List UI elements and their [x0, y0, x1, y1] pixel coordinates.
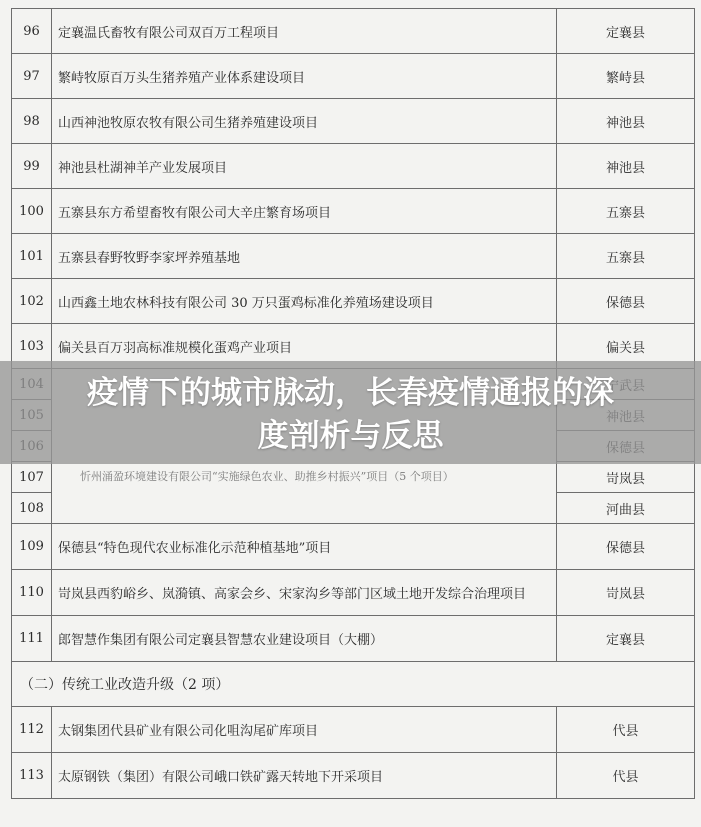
project-name: 岢岚县西豹峪乡、岚漪镇、高家会乡、宋家沟乡等部门区域土地开发综合治理项目	[52, 570, 557, 616]
row-number: 108	[12, 493, 52, 524]
county-name: 代县	[557, 753, 695, 799]
row-number: 109	[12, 524, 52, 570]
row-number: 112	[12, 707, 52, 753]
project-name: 保德县“特色现代农业标准化示范种植基地”项目	[52, 524, 557, 570]
county-name: 五寨县	[557, 189, 695, 234]
project-name: 山西鑫土地农林科技有限公司 30 万只蛋鸡标准化养殖场建设项目	[52, 279, 557, 324]
row-number: 103	[12, 324, 52, 369]
county-name: 神池县	[557, 144, 695, 189]
county-name: 岢岚县	[557, 570, 695, 616]
county-name: 五寨县	[557, 234, 695, 279]
project-name: 郎智慧作集团有限公司定襄县智慧农业建设项目（大棚）	[52, 616, 557, 662]
project-name: 偏关县百万羽高标准规模化蛋鸡产业项目	[52, 324, 557, 369]
table-row	[12, 144, 695, 189]
table-row	[12, 234, 695, 279]
section-header-row	[12, 662, 695, 707]
headline-line-1: 疫情下的城市脉动，长春疫情通报的深	[87, 375, 614, 411]
county-name: 定襄县	[557, 616, 695, 662]
table-row	[12, 9, 695, 54]
county-name: 保德县	[557, 279, 695, 324]
table-row	[12, 570, 695, 616]
project-name: 定襄温氏畜牧有限公司双百万工程项目	[52, 9, 557, 54]
project-name: 繁峙牧原百万头生猪养殖产业体系建设项目	[52, 54, 557, 99]
row-number: 113	[12, 753, 52, 799]
row-number: 110	[12, 570, 52, 616]
row-number: 100	[12, 189, 52, 234]
county-name: 定襄县	[557, 9, 695, 54]
project-name: 太钢集团代县矿业有限公司化咀沟尾矿库项目	[52, 707, 557, 753]
row-number: 101	[12, 234, 52, 279]
row-number: 99	[12, 144, 52, 189]
county-name: 神池县	[557, 99, 695, 144]
row-number: 107	[12, 462, 52, 493]
table-row	[12, 99, 695, 144]
project-name: 山西神池牧原农牧有限公司生猪养殖建设项目	[52, 99, 557, 144]
row-number: 102	[12, 279, 52, 324]
county-name: 河曲县	[557, 493, 695, 524]
county-name: 繁峙县	[557, 54, 695, 99]
table-row	[12, 616, 695, 662]
headline-line-2: 度剖析与反思	[257, 418, 444, 454]
county-name: 岢岚县	[557, 462, 695, 493]
row-number: 96	[12, 9, 52, 54]
project-name: 太原钢铁（集团）有限公司峨口铁矿露天转地下开采项目	[52, 753, 557, 799]
table-row	[12, 707, 695, 753]
merged-project-name: 忻州涌盈环境建设有限公司“实施绿色农业、助推乡村振兴”项目（5 个项目）	[80, 470, 454, 483]
headline-title	[40, 372, 661, 458]
section-title: （二）传统工业改造升级（2 项）	[12, 662, 695, 707]
county-name: 代县	[557, 707, 695, 753]
table-row	[12, 524, 695, 570]
project-name: 五寨县东方希望畜牧有限公司大辛庄繁育场项目	[52, 189, 557, 234]
table-row	[12, 54, 695, 99]
table-row	[12, 279, 695, 324]
county-name: 保德县	[557, 524, 695, 570]
table-row	[12, 753, 695, 799]
row-number: 98	[12, 99, 52, 144]
row-number: 97	[12, 54, 52, 99]
county-name: 偏关县	[557, 324, 695, 369]
project-name: 五寨县春野牧野李家坪养殖基地	[52, 234, 557, 279]
table-row	[12, 189, 695, 234]
project-name: 神池县杜湖神羊产业发展项目	[52, 144, 557, 189]
row-number: 111	[12, 616, 52, 662]
